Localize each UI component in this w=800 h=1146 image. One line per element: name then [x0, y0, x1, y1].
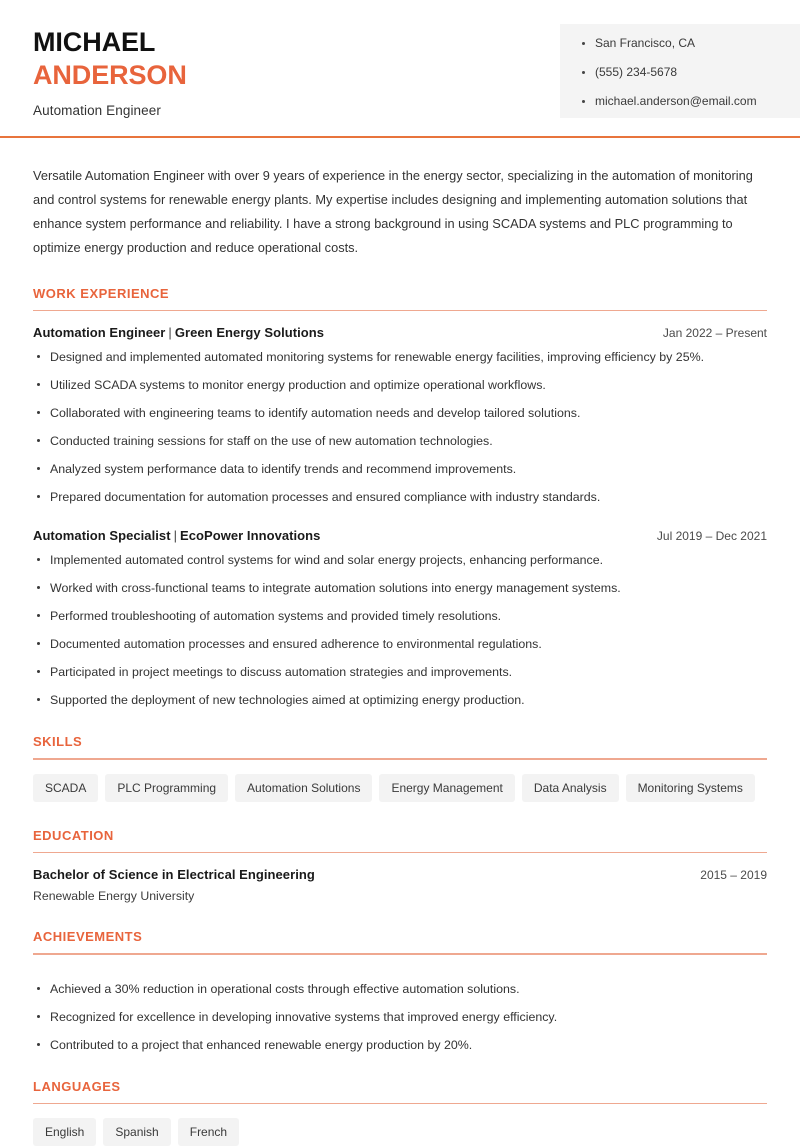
work-entry	[33, 528, 767, 708]
work-entry-title	[33, 528, 320, 543]
education-date: 2015 – 2019	[700, 868, 767, 883]
last-name: ANDERSON	[33, 60, 187, 90]
work-bullets	[33, 349, 767, 505]
work-company: Green Energy Solutions	[174, 325, 325, 341]
section-title-education: EDUCATION	[33, 827, 114, 843]
contact-email[interactable]: michael.anderson@email.com	[582, 94, 786, 109]
skill-chip: Energy Management	[379, 774, 514, 802]
bullet-item: Utilized SCADA systems to monitor energy production and optimize operational workflows.	[33, 377, 767, 393]
skill-chip: Automation Solutions	[235, 774, 372, 802]
section-rule	[33, 310, 767, 311]
bullet-item: Recognized for excellence in developing innovative systems that improved energy efficiency.	[33, 1009, 767, 1025]
bullet-item: Conducted training sessions for staff on the use of new automation technologies.	[33, 433, 767, 449]
bullet-item: Prepared documentation for automation processes and ensured compliance with industry standards.	[33, 489, 767, 505]
skills-chip-list	[33, 774, 767, 802]
section-title-work-experience: WORK EXPERIENCE	[33, 286, 170, 301]
section-title-skills: SKILLS	[33, 734, 83, 750]
contact-list	[582, 36, 786, 109]
bullet-item: Collaborated with engineering teams to identify automation needs and develop tailored solutions.	[33, 405, 767, 421]
contact-location: San Francisco, CA	[582, 36, 786, 51]
skill-chip: Data Analysis	[522, 774, 619, 802]
work-bullets	[33, 552, 767, 708]
section-achievements	[33, 929, 767, 1052]
job-title: Automation Engineer	[33, 103, 161, 118]
bullet-item: Analyzed system performance data to identify trends and recommend improvements.	[33, 461, 767, 477]
education-entry-head	[33, 867, 767, 882]
bullet-item: Achieved a 30% reduction in operational costs through effective automation solutions.	[33, 981, 767, 997]
contact-phone[interactable]: (555) 234-5678	[582, 65, 786, 80]
identity-block	[33, 26, 187, 118]
bullet-item: Participated in project meetings to discuss automation strategies and improvements.	[33, 664, 767, 680]
resume-header	[0, 0, 800, 136]
skill-chip: SCADA	[33, 774, 98, 802]
education-degree: Bachelor of Science in Electrical Engineering	[33, 867, 315, 883]
bullet-item: Implemented automated control systems for wind and solar energy projects, enhancing performance.	[33, 552, 767, 568]
education-institution: Renewable Energy University	[33, 889, 195, 904]
section-rule	[33, 953, 767, 954]
contact-box	[560, 24, 800, 118]
work-entry-head	[33, 528, 767, 543]
work-date: Jan 2022 – Present	[662, 326, 767, 341]
bullet-item: Supported the deployment of new technologies aimed at optimizing energy production.	[33, 692, 767, 708]
work-date: Jul 2019 – Dec 2021	[656, 529, 767, 544]
education-entry	[33, 867, 767, 903]
first-name: MICHAEL	[33, 27, 156, 57]
work-role: Automation Specialist	[33, 528, 171, 544]
title-separator: |	[168, 325, 172, 341]
bullet-item: Designed and implemented automated monitoring systems for renewable energy facilities, improving efficiency by 25%.	[33, 349, 767, 365]
language-chip: English	[33, 1118, 96, 1146]
section-education	[33, 828, 767, 903]
section-title-achievements: ACHIEVEMENTS	[33, 929, 143, 945]
resume-body	[0, 136, 800, 1146]
work-company: EcoPower Innovations	[180, 528, 321, 544]
bullet-item: Contributed to a project that enhanced renewable energy production by 20%.	[33, 1037, 767, 1053]
spacer	[33, 969, 767, 972]
section-work-experience	[33, 286, 767, 708]
section-rule	[33, 758, 767, 759]
professional-summary: Versatile Automation Engineer with over 9 years of experience in the energy sector, specializing in the automation of monitoring and control systems for renewable energy plants. My expertise includes designing and implementing automation solutions that enhance system performance and reliability. I have a strong background in using SCADA systems and PLC programming to optimize energy production and reduce operational costs.	[33, 168, 753, 255]
skill-chip: PLC Programming	[105, 774, 228, 802]
skill-chip: Monitoring Systems	[626, 774, 755, 802]
language-chip: Spanish	[103, 1118, 170, 1146]
header-divider	[0, 136, 800, 138]
bullet-item: Performed troubleshooting of automation systems and provided timely resolutions.	[33, 608, 767, 624]
section-title-languages: LANGUAGES	[33, 1078, 121, 1094]
achievement-bullets	[33, 981, 767, 1053]
work-role: Automation Engineer	[33, 325, 166, 341]
work-entry-title	[33, 325, 324, 340]
work-entry	[33, 325, 767, 505]
section-languages	[33, 1079, 767, 1146]
section-skills	[33, 734, 767, 801]
section-rule	[33, 1103, 767, 1104]
bullet-item: Worked with cross-functional teams to integrate automation solutions into energy management systems.	[33, 580, 767, 596]
section-rule	[33, 852, 767, 853]
languages-chip-list	[33, 1118, 767, 1146]
title-separator: |	[173, 528, 178, 544]
work-entry-head	[33, 325, 767, 340]
language-chip: French	[178, 1118, 239, 1146]
bullet-item: Documented automation processes and ensured adherence to environmental regulations.	[33, 636, 767, 652]
